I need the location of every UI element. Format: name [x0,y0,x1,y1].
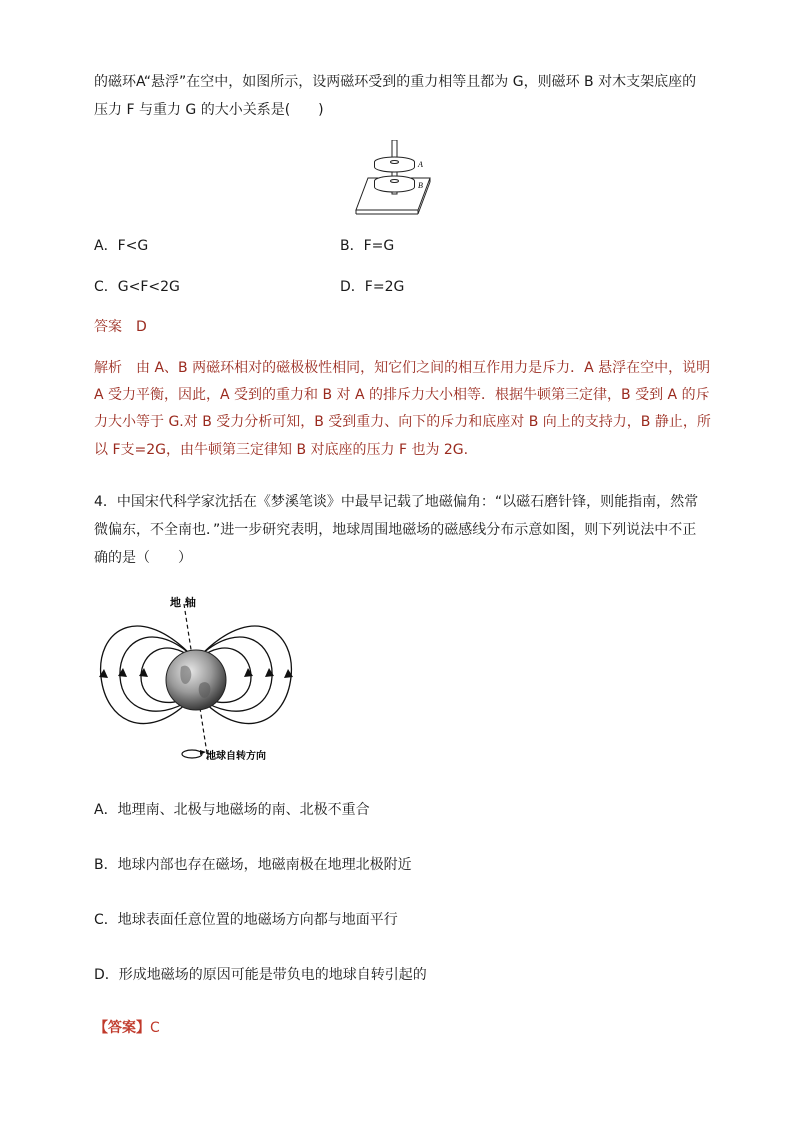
q4-stem-line-3: 确的是（ ） [94,550,192,566]
geomagnetic-field-figure [96,592,296,772]
q4-stem-line-1: 4．中国宋代科学家沈括在《梦溪笔谈》中最早记载了地磁偏角：“以磁石磨针锋，则能指南，然常 [94,494,699,510]
q3-analysis-line-2: A 受力平衡，因此，A 受到的重力和 B 对 A 的排斥力大小相等．根据牛顿第三定律，B 受到 A 的斥 [94,387,710,403]
q3-analysis-line-3: 力大小等于 G.对 B 受力分析可知，B 受到重力、向下的斥力和底座对 B 向上的支持力，B 静止，所 [94,414,711,430]
q3-analysis-line-4: 以 F支=2G，由牛顿第三定律知 B 对底座的压力 F 也为 2G. [94,442,469,458]
q4-option-b: B．地球内部也存在磁场，地磁南极在地理北极附近 [94,857,412,873]
ring-a-label: A [418,160,423,169]
q3-analysis-line-1: 解析 由 A、B 两磁环相对的磁极极性相同，知它们之间的相互作用力是斥力．A 悬浮在空中，说明 [94,360,711,376]
q3-option-b: B．F=G [340,238,395,254]
q4-answer-bracket: 【答案】 [94,1020,150,1036]
q3-option-c: C．G<F<2G [94,279,180,295]
q3-stem-line-1: 的磁环A“悬浮”在空中，如图所示，设两磁环受到的重力相等且都为 G，则磁环 B 对木支架底座的 [94,74,697,90]
magnet-rings-figure [348,140,438,215]
q3-option-d: D．F=2G [340,279,405,295]
rotation-direction-label: 地球自转方向 [206,751,266,762]
q4-option-d: D．形成地磁场的原因可能是带负电的地球自转引起的 [94,967,427,983]
q3-stem-line-2: 压力 F 与重力 G 的大小关系是( ) [94,102,324,118]
q4-answer [94,1018,160,1038]
q4-answer-value: C [150,1020,160,1036]
ring-b-label: B [418,181,423,190]
q3-answer: 答案 D [94,319,147,335]
q4-option-c: C．地球表面任意位置的地磁场方向都与地面平行 [94,912,398,928]
q3-option-a: A．F<G [94,238,149,254]
q4-stem-line-2: 微偏东，不全南也．”进一步研究表明，地球周围地磁场的磁感线分布示意如图，则下列说法中不正 [94,522,697,538]
q4-option-a: A．地理南、北极与地磁场的南、北极不重合 [94,802,370,818]
earth-axis-label: 地 轴 [170,596,196,609]
